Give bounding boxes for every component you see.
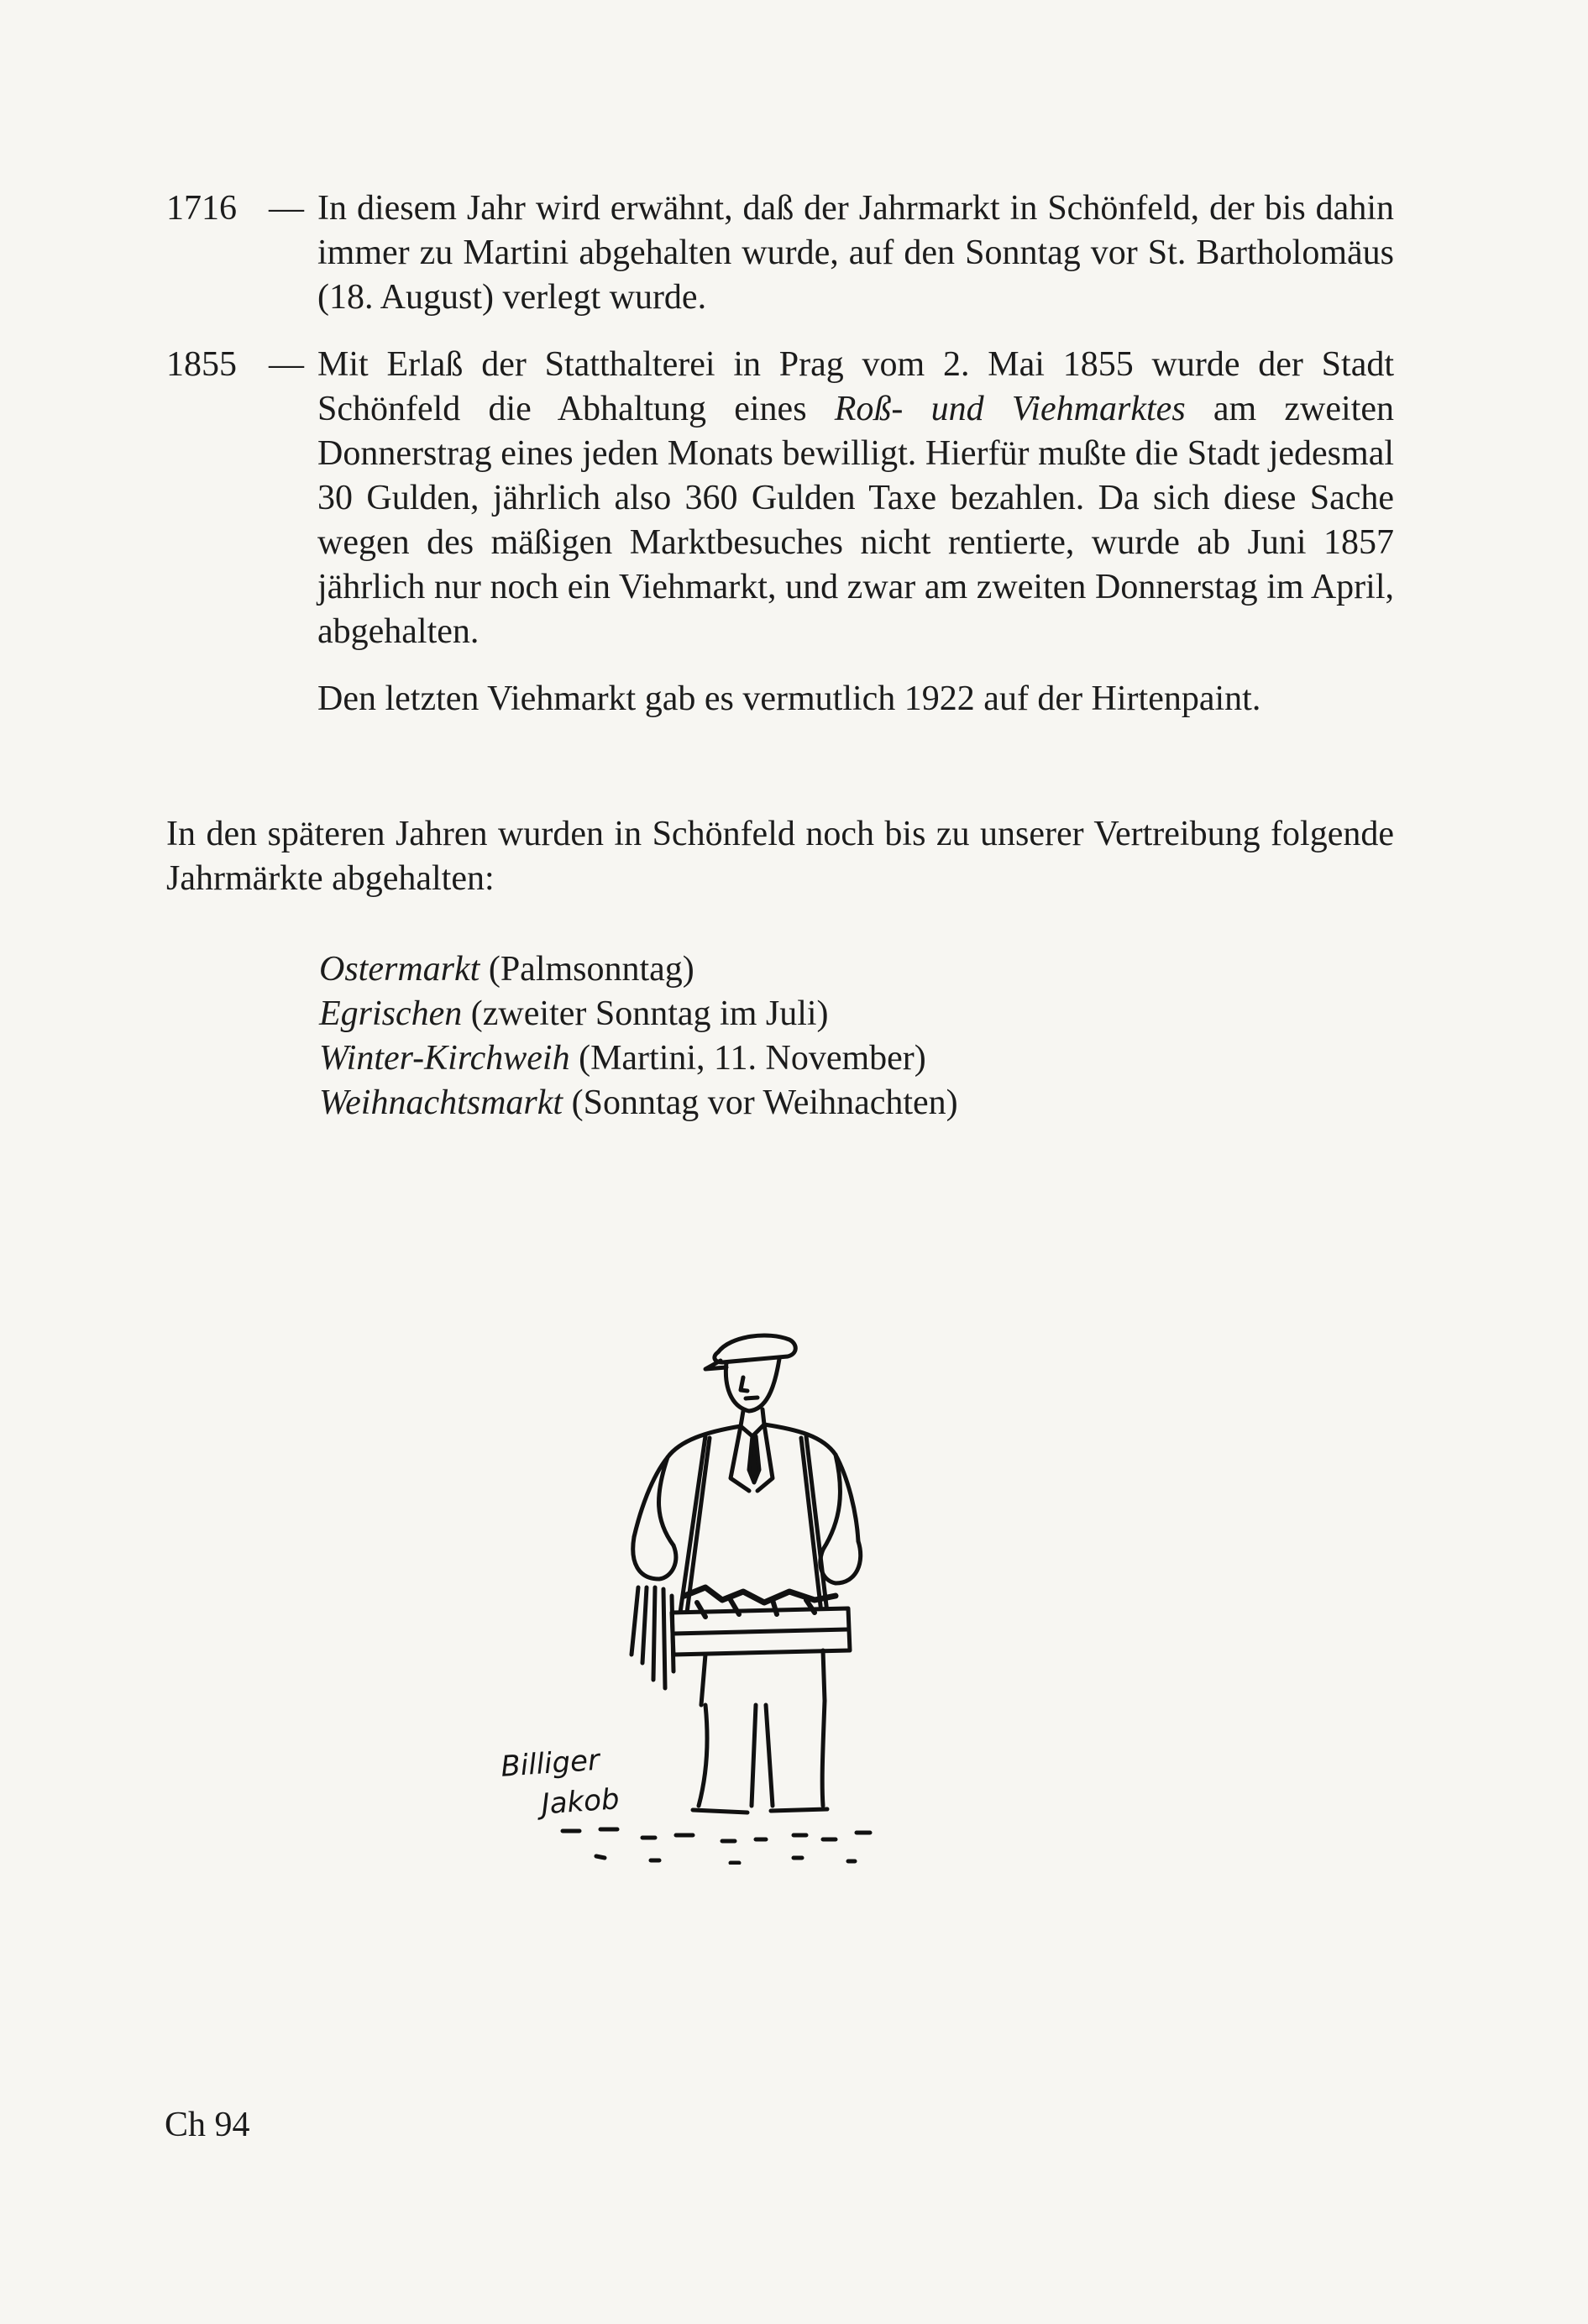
page-number: Ch 94	[165, 2106, 250, 2144]
entry-dash: —	[269, 189, 304, 228]
market-detail: (Martini, 11. November)	[569, 1039, 926, 1078]
intro-paragraph: In den späteren Jahren wurden in Schönfeld noch bis zu unserer Vertreibung folgende Jahrmärkte abgehalten:	[166, 815, 1394, 898]
market-name: Ostermarkt	[319, 950, 480, 989]
entry-text: In diesem Jahr wird erwähnt, daß der Jahrmarkt in Schönfeld, der bis dahin immer zu Martini abgehalten wurde, auf den Sonntag vor St. Bartholomäus (18. August) verlegt wurde.	[317, 189, 1394, 317]
market-detail: (Palmsonntag)	[480, 950, 694, 989]
list-item	[319, 992, 1243, 1036]
caption-line-1: Billiger	[500, 1743, 601, 1784]
list-item	[319, 1081, 1243, 1125]
entry-dash: —	[269, 345, 304, 384]
market-name: Weihnachtsmarkt	[319, 1083, 563, 1122]
entry-text	[317, 343, 1394, 654]
entry-text-end: am zweiten Donnerstrag eines jeden Monats bewilligt. Hierfür mußte die Stadt jedesmal 30 Gulden, jährlich also 360 Gulden Taxe bezahlen. Da sich diese Sache wegen des mäßigen Marktbesuches nicht rentierte, wurde ab Juni 1857 jährlich nur noch ein Viehmarkt, und zwar am zweiten Donnerstag im April, abgehalten.	[317, 390, 1395, 651]
caption-line-2: Jakob	[540, 1782, 621, 1822]
entry-text-start: Mit Erlaß der Statthalterei in Prag vom 2. Mai 1855 wurde der Stadt Schönfeld die Abhaltung eines	[317, 345, 1394, 428]
illustration-caption	[500, 1739, 621, 1827]
list-item	[319, 1036, 1243, 1081]
market-name: Winter-Kirchweih	[319, 1039, 570, 1078]
cattle-market-note: Den letzten Viehmarkt gab es vermutlich 1922 auf der Hirtenpaint.	[317, 679, 1261, 718]
market-name: Egrischen	[319, 994, 463, 1033]
entry-year: 1716	[166, 189, 237, 228]
market-detail: (zweiter Sonntag im Juli)	[462, 994, 829, 1033]
entry-year: 1855	[166, 345, 237, 384]
market-list	[319, 947, 1243, 1125]
entry-text-emphasis: Roß- und Viehmarktes	[834, 390, 1186, 428]
market-detail: (Sonntag vor Weihnachten)	[563, 1083, 958, 1122]
list-item	[319, 947, 1243, 992]
